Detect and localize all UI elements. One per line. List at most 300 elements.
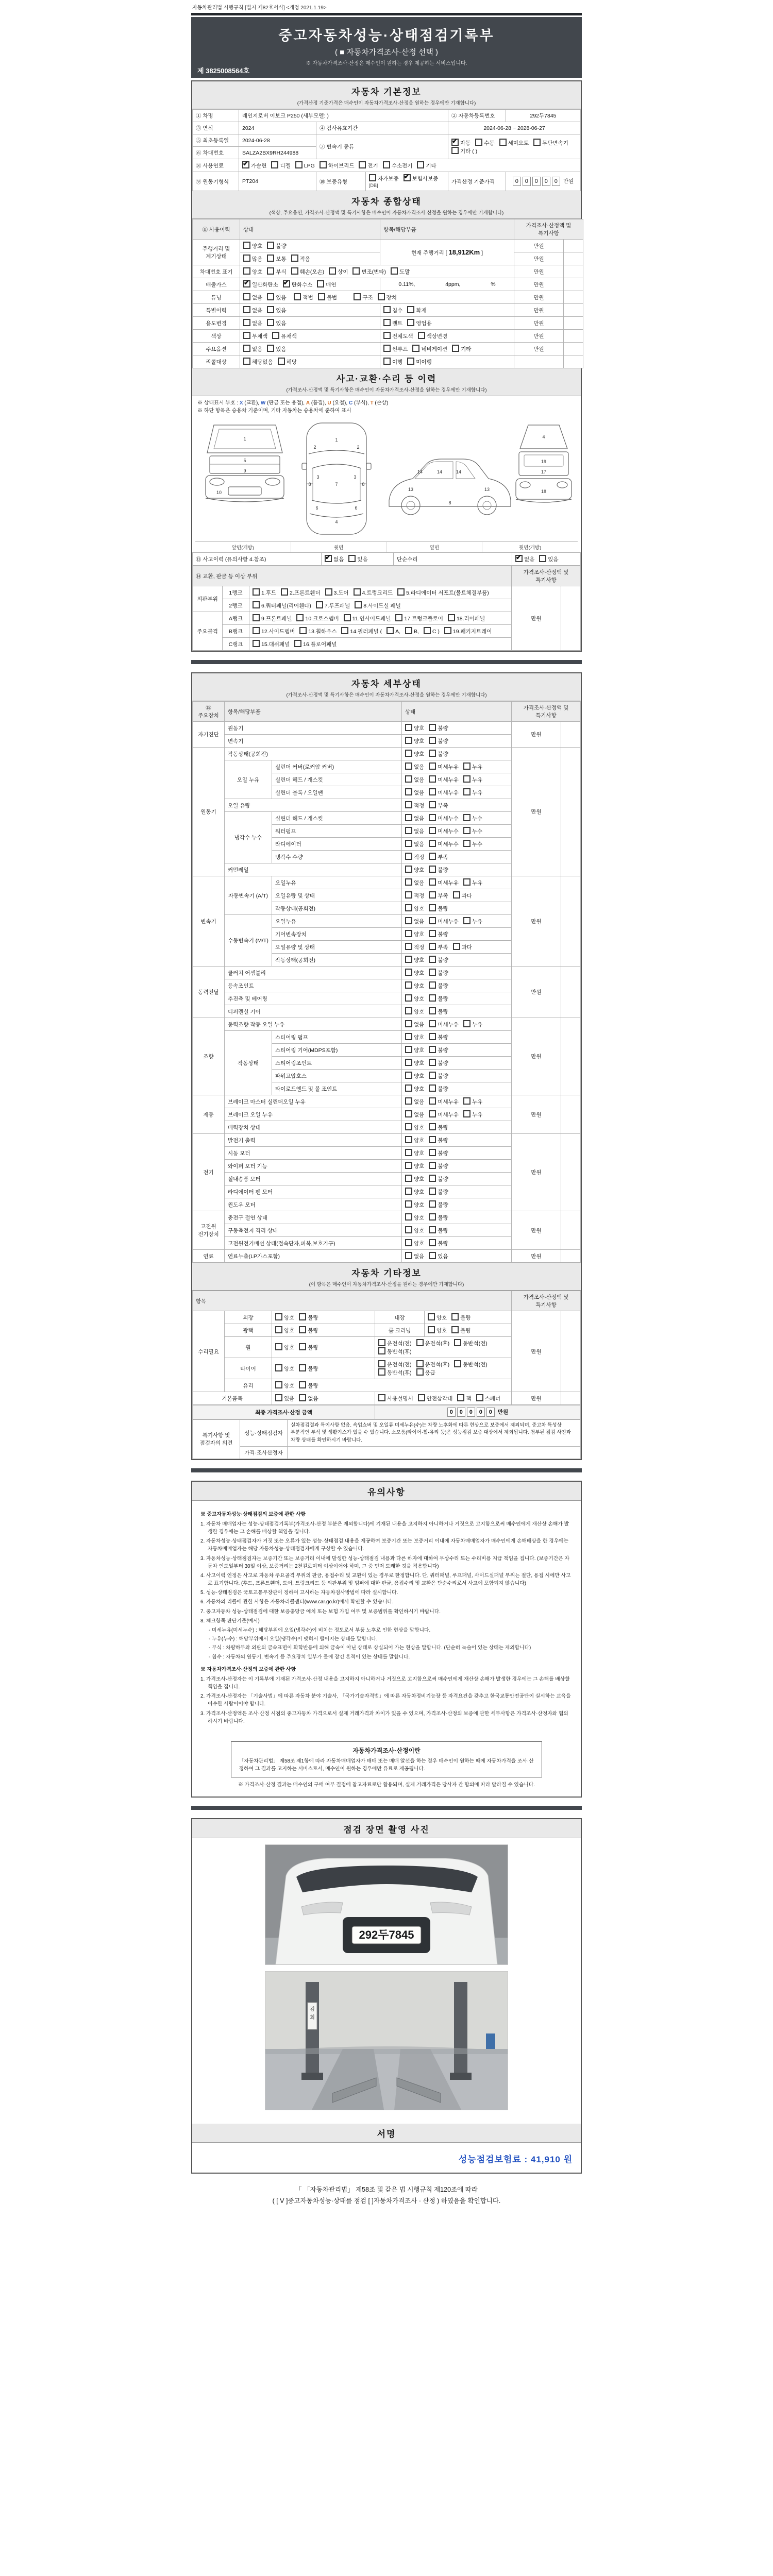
checkbox-미세누유[interactable] [429,762,436,770]
checkbox-있음[interactable] [539,555,546,562]
item-cell [380,304,514,317]
checkbox-불량[interactable] [429,1175,436,1182]
checkbox-기타[interactable] [452,345,459,352]
checkbox-동반석(후)[interactable] [378,1368,385,1376]
checkbox-불량[interactable] [429,1226,436,1233]
checkbox-없음[interactable] [243,293,250,300]
checkbox-불량[interactable] [299,1343,306,1350]
item-label: 냉각수 수량 [272,851,402,863]
checkbox-양호[interactable] [243,267,250,275]
checkbox-불량[interactable] [429,750,436,757]
checkbox-수동[interactable] [475,139,482,146]
state-options [402,992,512,1005]
checkbox-누유[interactable] [463,1097,470,1105]
option-8.사이드실 패널: 8.사이드실 패널 [355,601,401,609]
checkbox-미세누유[interactable] [429,1097,436,1105]
checkbox-누유[interactable] [463,1110,470,1117]
checkbox-해당[interactable] [278,358,285,365]
checkbox-무채색[interactable] [243,332,250,339]
option-무단변속기: 무단변속기 [533,139,568,147]
checkbox-19.패키지트레이[interactable] [444,627,451,634]
checkbox-도말[interactable] [391,267,398,275]
checkbox-4.트렁크리드[interactable] [354,588,361,596]
overall-table [192,219,583,368]
checkbox-양호[interactable] [405,1213,412,1221]
field-label: 가격산정 기준가격 [448,172,506,191]
option-15.대쉬패널: 15.대쉬패널 [253,640,290,648]
checkbox-보험사보증[interactable] [404,174,411,181]
vin-number: SALZA2BX9RH244988 [239,147,316,159]
page-divider-3 [191,1806,582,1810]
checkbox-매연[interactable] [317,280,324,287]
option-누수: 누수 [463,827,482,835]
checkbox-9.프론트패널[interactable] [253,614,260,621]
checkbox-적정[interactable] [405,853,412,860]
checkbox-불량[interactable] [429,981,436,989]
checkbox-양호[interactable] [405,956,412,963]
checkbox-2.프론트휀더[interactable] [281,588,288,596]
table-row [193,876,581,889]
option-양호: 양호 [405,930,424,938]
checkbox-누유[interactable] [463,775,470,783]
checkbox-양호[interactable] [405,969,412,976]
checkbox-운전석(후)[interactable] [416,1360,424,1367]
checkbox-불량[interactable] [429,1136,436,1143]
checkbox-16.플로어패널[interactable] [294,640,301,647]
basic-info-title: 자동차 기본정보 [351,87,422,97]
checkbox-양호[interactable] [405,1188,412,1195]
state-options [402,1160,512,1173]
checkbox-부족[interactable] [429,801,436,808]
option-양호: 양호 [405,1213,424,1222]
checkbox-미세누유[interactable] [429,775,436,783]
checkbox-없음[interactable] [405,917,412,924]
checkbox-기타 ( )[interactable] [451,147,459,154]
state-options [402,876,512,889]
checkbox-미세누유[interactable] [429,878,436,886]
checkbox-있음[interactable] [267,293,274,300]
sub-group-label: 냉각수 누수 [225,812,272,863]
option-누수: 누수 [463,814,482,822]
checkbox-불량[interactable] [429,1072,436,1079]
table-row [193,278,583,291]
checkbox-없음[interactable] [325,555,332,562]
option-불량: 불량 [451,1326,470,1334]
checkbox-양호[interactable] [405,866,412,873]
table-row [193,159,581,172]
notice-sub-item: - 침수 : 자동차의 원동기, 변속기 등 주요장치 일부가 물에 잠긴 흔적이 있는 상태를 말합니다. [209,1654,410,1660]
checkbox-누유[interactable] [463,762,470,770]
checkbox-불량[interactable] [429,1123,436,1130]
option-불량: 불량 [299,1326,318,1334]
option-미세누유: 미세누유 [429,788,459,796]
confirmation-line-1: 「 「자동차관리법」 제58조 및 같은 법 시행규칙 제120조에 따라 [295,2185,478,2193]
checkbox-누수[interactable] [463,814,470,821]
notice-sub-item: - 부식 : 차량하부와 외판의 금속표면이 화학반응에 의해 금속이 아닌 상태로 상실되어 가는 현상을 말합니다. (단순히 녹슬어 있는 상태는 제외합니다) [209,1645,531,1651]
checkbox-불량[interactable] [429,737,436,744]
accident-history-options [322,553,394,566]
checkbox-사용설명서[interactable] [378,1394,385,1401]
checkbox-탄화수소[interactable] [283,280,290,287]
checkbox-불량[interactable] [429,1059,436,1066]
checkbox-적정[interactable] [405,943,412,950]
checkbox-하이브리드[interactable] [320,161,327,168]
checkbox-미세누유[interactable] [429,917,436,924]
checkbox-누유[interactable] [463,1020,470,1027]
option-무채색: 무채색 [243,332,267,340]
checkbox-양호[interactable] [275,1313,282,1320]
checkbox-양호[interactable] [405,1226,412,1233]
checkbox-양호[interactable] [405,737,412,744]
checkbox-1.후드[interactable] [253,588,260,596]
checkbox-C )[interactable] [424,627,431,634]
checkbox-없음[interactable] [405,878,412,886]
checkbox-응급[interactable] [416,1368,424,1376]
checkbox-디젤[interactable] [271,161,278,168]
checkbox-스패너[interactable] [476,1394,483,1401]
price-cell: 만원 [511,1311,561,1392]
checkbox-양호[interactable] [428,1326,435,1333]
checkbox-불량[interactable] [429,1046,436,1053]
checkbox-운전석(전)[interactable] [378,1360,385,1367]
checkbox-네비게이션[interactable] [412,345,419,352]
checkbox-장치[interactable] [378,293,385,300]
field-label: ② 자동차등록번호 [448,110,506,122]
item-cell [380,330,514,343]
checkbox-불량[interactable] [299,1326,306,1333]
item-label: 커먼레일 [225,863,402,876]
option-적법: 적법 [294,293,313,301]
checkbox-전체도색[interactable] [383,332,391,339]
option-해당: 해당 [278,358,297,366]
checkbox-8.사이드실 패널[interactable] [355,601,362,608]
checkbox-A,[interactable] [386,627,394,634]
checkbox-동반석(후)[interactable] [378,1347,385,1354]
checkbox-불량[interactable] [429,1007,436,1014]
checkbox-양호[interactable] [405,724,412,731]
option-기타: 기타 [452,345,471,353]
checkbox-양호[interactable] [405,1162,412,1169]
checkbox-색상변경[interactable] [418,332,425,339]
checkbox-15.대쉬패널[interactable] [253,640,260,647]
checkbox-없음[interactable] [405,1252,412,1259]
checkbox-불량[interactable] [451,1326,459,1333]
checkbox-양호[interactable] [405,1084,412,1092]
checkbox-양호[interactable] [405,1239,412,1246]
checkbox-양호[interactable] [405,904,412,911]
checkbox-불량[interactable] [429,866,436,873]
checkbox-없음[interactable] [515,555,523,562]
state-options [402,928,512,941]
option-불량: 불량 [451,1313,470,1321]
checkbox-양호[interactable] [405,1046,412,1053]
checkbox-누유[interactable] [463,878,470,886]
checkbox-B,[interactable] [405,627,412,634]
checkbox-양호[interactable] [405,994,412,1002]
final-price-table [192,1405,581,1419]
state-cell [240,252,380,265]
option-LPG: LPG [295,161,315,169]
notice-header [192,1482,581,1501]
checkbox-불량[interactable] [429,994,436,1002]
checkbox-불량[interactable] [429,1239,436,1246]
state-options [402,1211,512,1224]
checkbox-전기[interactable] [359,161,366,168]
checkbox-미세누유[interactable] [429,788,436,795]
checkbox-불량[interactable] [451,1313,459,1320]
option-없음: 없음 [243,345,262,353]
checkbox-불량[interactable] [429,969,436,976]
checkbox-미세누수[interactable] [429,840,436,847]
checkbox-과다[interactable] [453,891,460,899]
checkbox-있음[interactable] [348,555,356,562]
checkbox-양호[interactable] [405,1175,412,1182]
option-양호: 양호 [405,969,424,977]
checkbox-없음[interactable] [243,306,250,313]
page-divider-2 [191,1468,582,1472]
checkbox-불량[interactable] [429,1162,436,1169]
checkbox-불량[interactable] [429,1033,436,1040]
car-diagram-area [192,416,581,552]
checkbox-있음[interactable] [429,1252,436,1259]
basic-info-subtitle: (가격산정 기준가격은 매수인이 자동차가격조사·산정을 원하는 경우에만 기재합니다) [297,100,476,106]
state-options [402,1173,512,1185]
checkbox-안전삼각대[interactable] [418,1394,425,1401]
checkbox-양호[interactable] [405,1072,412,1079]
checkbox-있음[interactable] [267,319,274,326]
checkbox-있음[interactable] [275,1394,282,1401]
option-있음: 있음 [348,555,367,563]
notice-body [192,1501,581,1734]
checkbox-부족[interactable] [429,943,436,950]
checkbox-없음[interactable] [243,345,250,352]
checkbox-양호[interactable] [275,1326,282,1333]
checkbox-불량[interactable] [299,1313,306,1320]
checkbox-동반석(전)[interactable] [454,1360,461,1367]
checkbox-불법[interactable] [318,293,325,300]
checkbox-18.리어패널[interactable] [448,614,455,621]
checkbox-불량[interactable] [429,1084,436,1092]
checkbox-동반석(전)[interactable] [454,1339,461,1346]
checkbox-양호[interactable] [275,1343,282,1350]
option-썬루프: 썬루프 [383,345,408,353]
item-label: 디퍼렌셜 기어 [225,1005,402,1018]
checkbox-양호[interactable] [405,1033,412,1040]
checkbox-불량[interactable] [267,242,274,249]
option-불량: 불량 [267,242,286,250]
diagram-caption: 옆면 [387,542,483,552]
notice-item: 2. 자동차성능·상태점검자가 거짓 또는 오류가 있는 성능·상태점검 내용을 제공하여 보증기간 또는 보증거리 이내에 자동차매매업자가 매수인에게 손해배상을 한 경우에는 자동차매매업자는 해당 자동차성능·상태점검자에게 구상할 수 있습니다. [200,1538,568,1552]
checkbox-침수[interactable] [383,306,391,313]
checkbox-미세누유[interactable] [429,1110,436,1117]
checkbox-없음[interactable] [405,775,412,783]
checkbox-영업용[interactable] [407,319,414,326]
checkbox-양호[interactable] [405,1007,412,1014]
checkbox-미세누수[interactable] [429,814,436,821]
checkbox-이행[interactable] [383,358,391,365]
option-양호: 양호 [405,1175,424,1183]
option-부족: 부족 [429,943,448,951]
checkbox-적음[interactable] [291,255,298,262]
checkbox-화재[interactable] [407,306,414,313]
checkbox-적정[interactable] [405,891,412,899]
device-group-label: 동력전달 [193,967,225,1018]
checkbox-누유[interactable] [463,788,470,795]
svg-text:1: 1 [335,437,338,443]
checkbox-없음[interactable] [405,1020,412,1027]
checkbox-자가보증[interactable] [369,174,376,181]
checkbox-썬루프[interactable] [383,345,391,352]
checkbox-기타[interactable] [417,161,424,168]
note-cell [561,1211,580,1250]
checkbox-자동[interactable] [451,139,459,146]
checkbox-양호[interactable] [428,1313,435,1320]
price-cell: 만원 [511,967,561,1018]
checkbox-LPG[interactable] [295,161,303,168]
checkbox-없음[interactable] [405,1110,412,1117]
checkbox-불량[interactable] [429,724,436,731]
sub-group-label: 수동변속기 (M/T) [225,915,272,967]
item-cell [380,355,514,368]
checkbox-불량[interactable] [429,1188,436,1195]
checkbox-7.루프패널[interactable] [316,601,323,608]
checkbox-미세누유[interactable] [429,1020,436,1027]
checkbox-구조[interactable] [354,293,361,300]
checkbox-잭[interactable] [457,1394,464,1401]
photo-car-lift [265,1971,508,2110]
checkbox-불량[interactable] [429,930,436,937]
checkbox-10.크로스멤버[interactable] [296,614,304,621]
svg-text:13: 13 [408,487,414,492]
option-양호: 양호 [405,1123,424,1131]
checkbox-가솔린[interactable] [242,161,249,168]
checkbox-미세누수[interactable] [429,827,436,834]
checkbox-운전석(후)[interactable] [416,1339,424,1346]
checkbox-미이행[interactable] [407,358,414,365]
checkbox-있음[interactable] [267,306,274,313]
basic-info-header [192,81,581,109]
option-없음: 없음 [243,319,262,327]
checkbox-12.사이드멤버[interactable] [253,627,260,634]
checkbox-많음[interactable] [243,255,250,262]
option-해당없음: 해당없음 [243,358,273,366]
checkbox-양호[interactable] [405,981,412,989]
checkbox-없음[interactable] [405,814,412,821]
checkbox-없음[interactable] [405,788,412,795]
checkbox-없음[interactable] [299,1394,306,1401]
option-기타: 기타 [417,161,436,170]
checkbox-양호[interactable] [405,1200,412,1208]
checkbox-누수[interactable] [463,840,470,847]
checkbox-불량[interactable] [429,956,436,963]
option-양호: 양호 [405,1046,424,1054]
option-5.라디에이터 서포트(볼트체결부품): 5.라디에이터 서포트(볼트체결부품) [397,588,489,597]
checkbox-없음[interactable] [405,827,412,834]
checkbox-불량[interactable] [429,1149,436,1156]
checkbox-양호[interactable] [405,1136,412,1143]
checkbox-적법[interactable] [294,293,301,300]
checkbox-누유[interactable] [463,917,470,924]
photo-area [192,1838,581,2124]
option-없음: 없음 [405,878,424,887]
checkbox-14.필러패널 ([interactable] [341,627,348,634]
checkbox-부족[interactable] [429,853,436,860]
checkbox-불량[interactable] [299,1364,306,1371]
checkbox-양호[interactable] [405,930,412,937]
checkbox-해당없음[interactable] [243,358,250,365]
checkbox-렌트[interactable] [383,319,391,326]
checkbox-양호[interactable] [275,1364,282,1371]
checkbox-없음[interactable] [405,1097,412,1105]
option-적정: 적정 [405,943,424,951]
checkbox-불량[interactable] [299,1381,306,1388]
table-row [193,722,581,735]
checkbox-유채색[interactable] [272,332,279,339]
checkbox-없음[interactable] [243,319,250,326]
checkbox-양호[interactable] [405,1123,412,1130]
checkbox-부족[interactable] [429,891,436,899]
checkbox-변조(변타)[interactable] [352,267,360,275]
checkbox-불량[interactable] [429,1213,436,1221]
checkbox-5.라디에이터 서포트(볼트체결부품)[interactable] [397,588,405,596]
item-label: 윈도우 모터 [225,1198,402,1211]
checkbox-있음[interactable] [267,345,274,352]
option-미세누수: 미세누수 [429,827,459,835]
checkbox-양호[interactable] [405,1149,412,1156]
price-cell: 만원 [511,1018,561,1095]
option-양호: 양호 [428,1326,447,1334]
checkbox-부식[interactable] [267,267,274,275]
checkbox-없음[interactable] [405,762,412,770]
checkbox-상이[interactable] [329,267,336,275]
option-불량: 불량 [429,1213,448,1222]
checkbox-과다[interactable] [453,943,460,950]
checkbox-보통[interactable] [267,255,274,262]
checkbox-운전석(전)[interactable] [378,1339,385,1346]
checkbox-불량[interactable] [429,1200,436,1208]
item-label: 발전기 출력 [225,1134,402,1147]
state-options [402,889,512,902]
state-options [402,954,512,967]
checkbox-6.쿼터패널(리어휀다)[interactable] [253,601,260,608]
checkbox-양호[interactable] [275,1381,282,1388]
checkbox-양호[interactable] [243,242,250,249]
checkbox-3.도어[interactable] [325,588,332,596]
item-label: 구동축전지 격리 상태 [225,1224,402,1237]
detail-state-title: 자동차 세부상태 [351,679,422,689]
checkbox-불량[interactable] [429,904,436,911]
checkbox-없음[interactable] [405,840,412,847]
checkbox-양호[interactable] [405,1059,412,1066]
checkbox-누수[interactable] [463,827,470,834]
state-cell [240,240,380,252]
checkbox-무단변속기[interactable] [533,139,541,146]
checkbox-11.인사이드패널[interactable] [344,614,351,621]
checkbox-세미오토[interactable] [499,139,507,146]
checkbox-일산화탄소[interactable] [243,280,250,287]
checkbox-훼손(오손)[interactable] [291,267,298,275]
checkbox-양호[interactable] [405,750,412,757]
option-양호: 양호 [405,994,424,1003]
checkbox-수소전기[interactable] [383,161,390,168]
checkbox-적정[interactable] [405,801,412,808]
simple-repair-options [512,553,581,566]
checkbox-17.트렁크플로어[interactable] [395,614,402,621]
item-label: 오일누유 [272,876,402,889]
svg-text:3: 3 [354,474,357,480]
state-options [402,863,512,876]
checkbox-13.휠하우스[interactable] [299,627,307,634]
